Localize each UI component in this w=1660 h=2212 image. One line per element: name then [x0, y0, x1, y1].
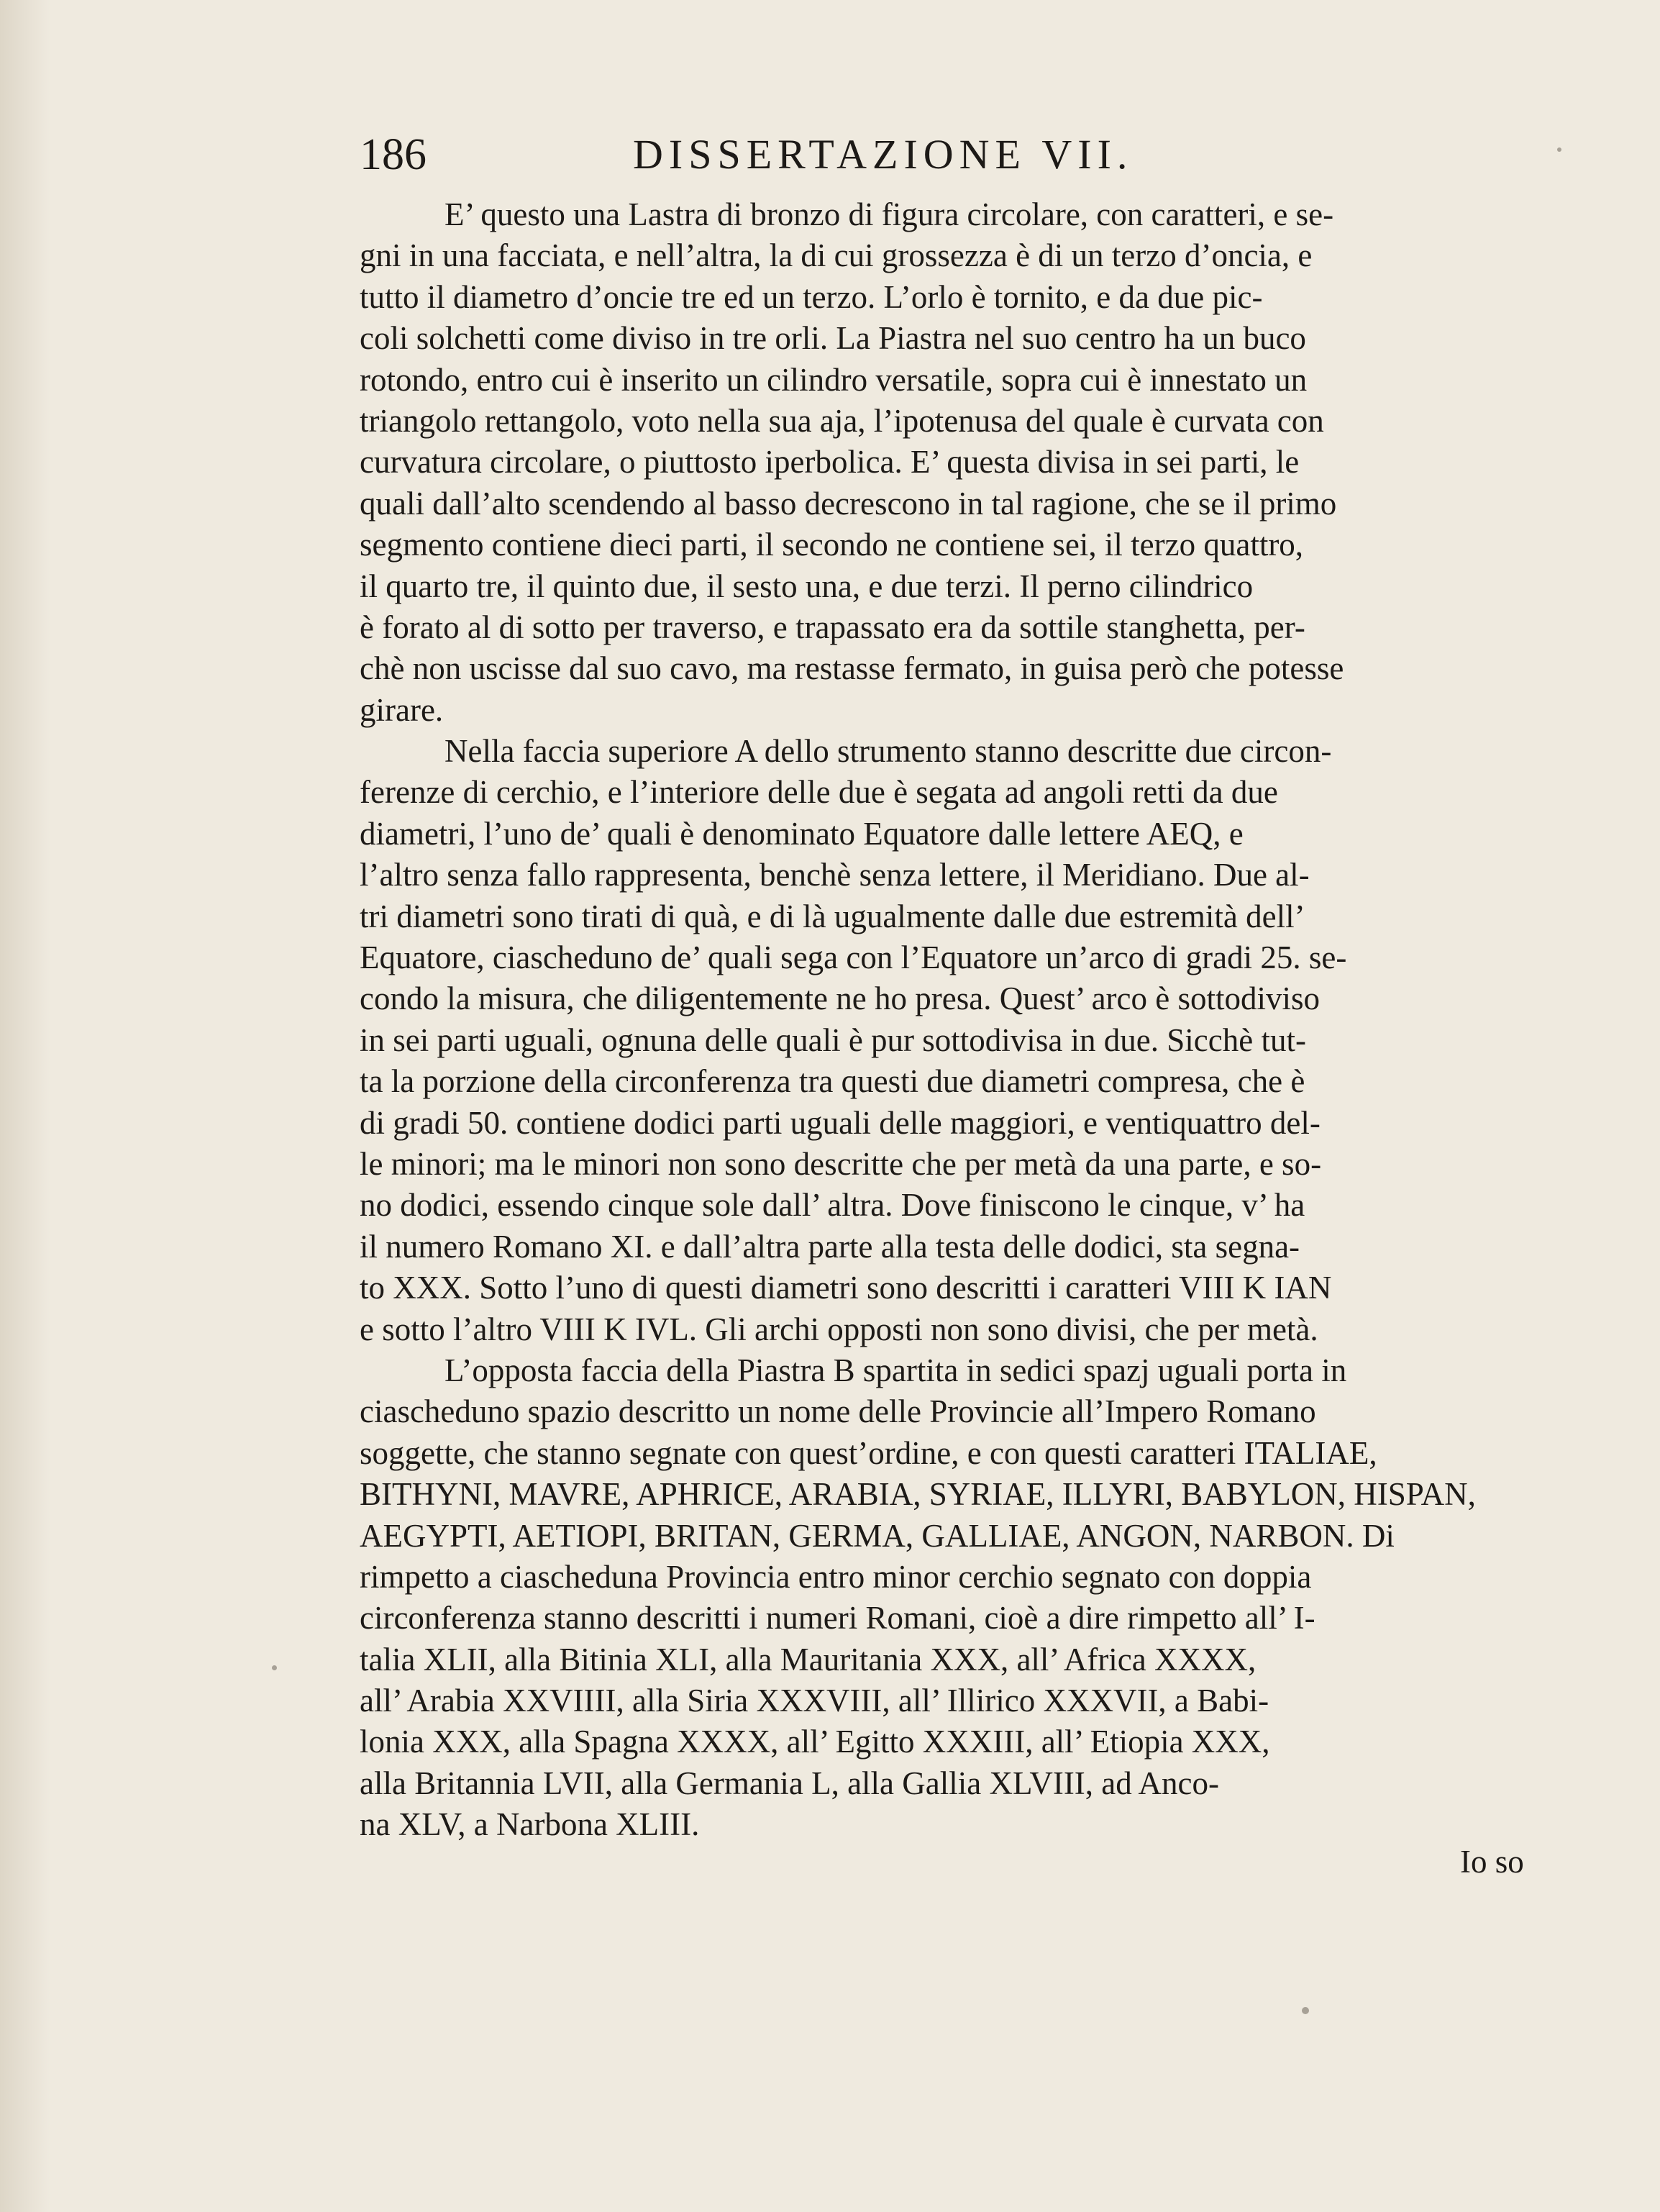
text-line: all’ Arabia XXVIIII, alla Siria XXXVIII, all’ Illirico XXXVII, a Babi- [360, 1683, 1269, 1719]
text-line: chè non uscisse dal suo cavo, ma restasse fermato, in guisa però che potesse [360, 650, 1344, 687]
text-line: circonferenza stanno descritti i numeri Romani, cioè a dire rimpetto all’ I- [360, 1600, 1315, 1637]
page-edge-shadow [0, 0, 50, 2212]
text-line: di gradi 50. contiene dodici parti uguali delle maggiori, e ventiquattro del- [360, 1104, 1321, 1141]
text-line: Equatore, ciascheduno de’ quali sega con l’Equatore un’arco di gradi 25. se- [360, 939, 1347, 976]
text-line: tutto il diametro d’oncie tre ed un terzo. L’orlo è tornito, e da due pic- [360, 278, 1263, 315]
text-line: gni in una facciata, e nell’altra, la di cui grossezza è di un terzo d’oncia, e [360, 237, 1313, 274]
text-line: il numero Romano XI. e dall’altra parte alla testa delle dodici, sta segna- [360, 1228, 1300, 1265]
text-line: E’ questo una Lastra di bronzo di figura circolare, con caratteri, e se- [444, 196, 1334, 232]
text-line: AEGYPTI, AETIOPI, BRITAN, GERMA, GALLIAE, ANGON, NARBON. Di [360, 1517, 1395, 1554]
body-text [360, 194, 1521, 1846]
text-line: le minori; ma le minori non sono descritte che per metà da una parte, e so- [360, 1145, 1322, 1182]
paper-speck [1557, 147, 1561, 152]
text-line: e sotto l’altro VIII K IVL. Gli archi opposti non sono divisi, che per metà. [360, 1311, 1318, 1347]
page-header [360, 122, 1381, 187]
text-line: segmento contiene dieci parti, il secondo ne contiene sei, il terzo quattro, [360, 527, 1304, 563]
text-line: na XLV, a Narbona XLIII. [360, 1806, 700, 1843]
text-line: rimpetto a ciascheduna Provincia entro minor cerchio segnato con doppia [360, 1558, 1312, 1595]
text-line: in sei parti uguali, ognuna delle quali è pur sottodivisa in due. Sicchè tut- [360, 1021, 1306, 1058]
catchword: Io so [1460, 1844, 1524, 1880]
paper-speck [1302, 2007, 1309, 2014]
text-line: to XXX. Sotto l’uno di questi diametri sono descritti i caratteri VIII K IAN [360, 1270, 1332, 1306]
text-line: curvatura circolare, o piuttosto iperbolica. E’ questa divisa in sei parti, le [360, 444, 1300, 481]
text-line: rotondo, entro cui è inserito un cilindro versatile, sopra cui è innestato un [360, 361, 1308, 398]
text-line: coli solchetti come diviso in tre orli. La Piastra nel suo centro ha un buco [360, 320, 1306, 357]
text-line: BITHYNI, MAVRE, APHRICE, ARABIA, SYRIAE, ILLYRI, BABYLON, HISPAN, [360, 1476, 1476, 1513]
text-line: ciascheduno spazio descritto un nome delle Provincie all’Impero Romano [360, 1393, 1316, 1430]
text-line: girare. [360, 691, 444, 728]
text-line: condo la misura, che diligentemente ne ho presa. Quest’ arco è sottodiviso [360, 980, 1321, 1017]
text-line: L’opposta faccia della Piastra B spartita in sedici spazj uguali porta in [444, 1352, 1347, 1388]
text-line: il quarto tre, il quinto due, il sesto una, e due terzi. Il perno cilindrico [360, 568, 1254, 604]
text-line: alla Britannia LVII, alla Germania L, alla Gallia XLVIII, ad Anco- [360, 1765, 1219, 1801]
page-number: 186 [360, 130, 427, 179]
text-line: l’altro senza fallo rappresenta, benchè senza lettere, il Meridiano. Due al- [360, 857, 1310, 893]
text-line: triangolo rettangolo, voto nella sua aja, l’ipotenusa del quale è curvata con [360, 402, 1324, 439]
paper-speck [272, 1665, 277, 1670]
text-line: ferenze di cerchio, e l’interiore delle due è segata ad angoli retti da due [360, 774, 1278, 811]
running-title: DISSERTAZIONE VII. [633, 131, 1134, 178]
text-line: talia XLII, alla Bitinia XLI, alla Mauritania XXX, all’ Africa XXXX, [360, 1641, 1257, 1678]
text-line: soggette, che stanno segnate con quest’ordine, e con questi caratteri ITALIAE, [360, 1434, 1377, 1471]
text-line: lonia XXX, alla Spagna XXXX, all’ Egitto XXXIII, all’ Etiopia XXX, [360, 1724, 1270, 1760]
text-line: Nella faccia superiore A dello strumento stanno descritte due circon- [444, 733, 1332, 770]
text-line: quali dall’alto scendendo al basso decrescono in tal ragione, che se il primo [360, 485, 1337, 522]
text-line: diametri, l’uno de’ quali è denominato Equatore dalle lettere AEQ, e [360, 815, 1244, 852]
text-line: è forato al di sotto per traverso, e trapassato era da sottile stanghetta, per- [360, 609, 1305, 645]
text-line: tri diametri sono tirati di quà, e di là ugualmente dalle due estremità dell’ [360, 898, 1305, 934]
text-line: ta la porzione della circonferenza tra questi due diametri compresa, che è [360, 1063, 1305, 1100]
text-line: no dodici, essendo cinque sole dall’ altra. Dove finiscono le cinque, v’ ha [360, 1187, 1305, 1224]
